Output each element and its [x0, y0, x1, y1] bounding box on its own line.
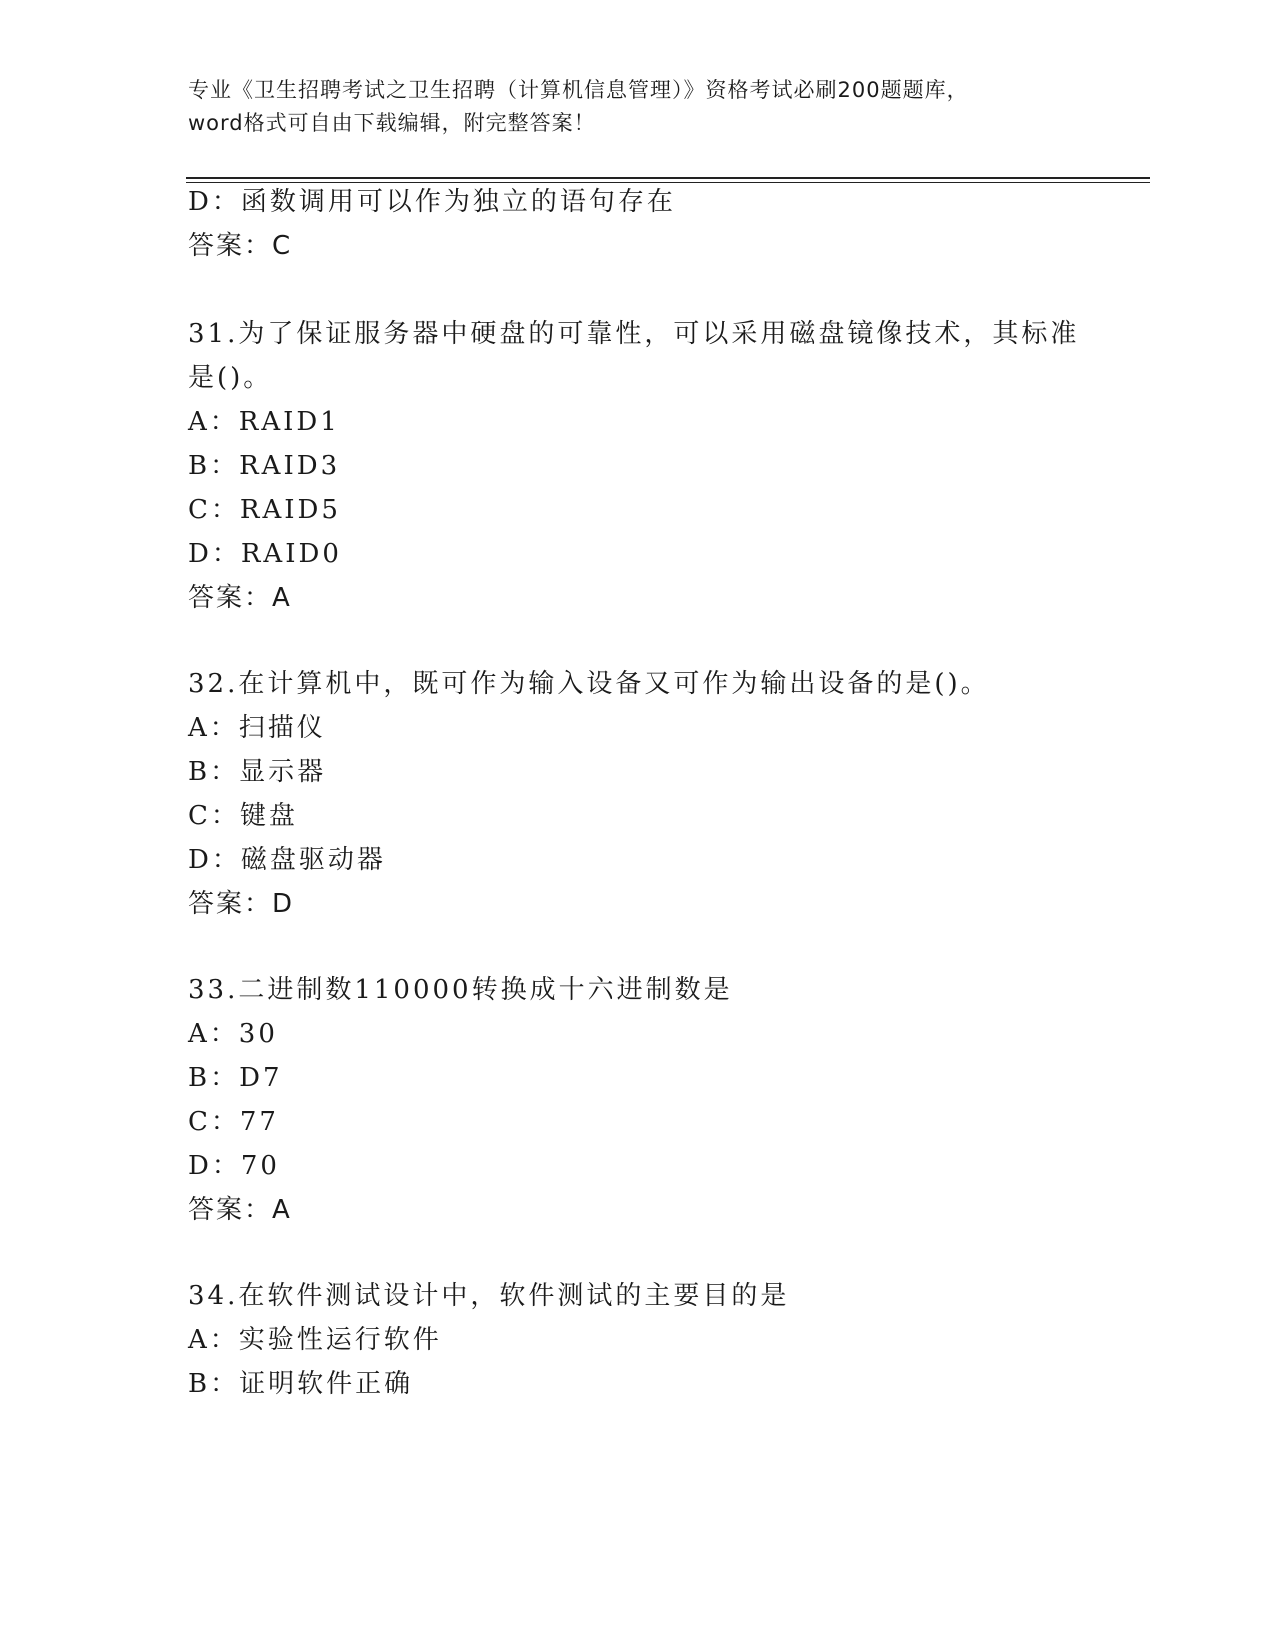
question-33-answer: 答案：A — [188, 1195, 292, 1225]
question-31-answer: 答案：A — [188, 583, 292, 613]
question-33-option-a: A：30 — [188, 1019, 278, 1049]
question-32-option-c: C：键盘 — [188, 801, 298, 831]
question-33-option-b: B：D7 — [188, 1063, 283, 1093]
prev-question-option-d: D：函数调用可以作为独立的语句存在 — [188, 187, 676, 217]
question-32-option-d: D：磁盘驱动器 — [188, 845, 386, 875]
header-line-1: 专业《卫生招聘考试之卫生招聘（计算机信息管理）》资格考试必刷200题题库， — [188, 78, 969, 102]
question-31-text-line-2: 是()。 — [188, 363, 273, 393]
question-34-option-b: B：证明软件正确 — [188, 1369, 414, 1399]
question-34-text: 34.在软件测试设计中，软件测试的主要目的是 — [188, 1281, 790, 1311]
question-31-option-a: A：RAID1 — [188, 407, 340, 437]
question-33-option-d: D：70 — [188, 1151, 280, 1181]
question-32-text: 32.在计算机中，既可作为输入设备又可作为输出设备的是()。 — [188, 669, 990, 699]
header-divider-thick — [186, 177, 1150, 179]
question-32-option-b: B：显示器 — [188, 757, 327, 787]
question-32-answer: 答案：D — [188, 889, 295, 919]
question-31-option-d: D：RAID0 — [188, 539, 342, 569]
document-header — [188, 74, 1088, 140]
question-33-option-c: C：77 — [188, 1107, 279, 1137]
header-line-2: word格式可自由下载编辑，附完整答案！ — [188, 111, 596, 135]
question-31-option-c: C：RAID5 — [188, 495, 341, 525]
question-33-text: 33.二进制数110000转换成十六进制数是 — [188, 975, 733, 1005]
header-divider-thin — [186, 182, 1150, 183]
prev-question-answer: 答案：C — [188, 231, 293, 261]
question-31-text-line-1: 31.为了保证服务器中硬盘的可靠性，可以采用磁盘镜像技术，其标准 — [188, 319, 1080, 349]
question-31-option-b: B：RAID3 — [188, 451, 341, 481]
question-32-option-a: A：扫描仪 — [188, 713, 326, 743]
question-34-option-a: A：实验性运行软件 — [188, 1325, 442, 1355]
